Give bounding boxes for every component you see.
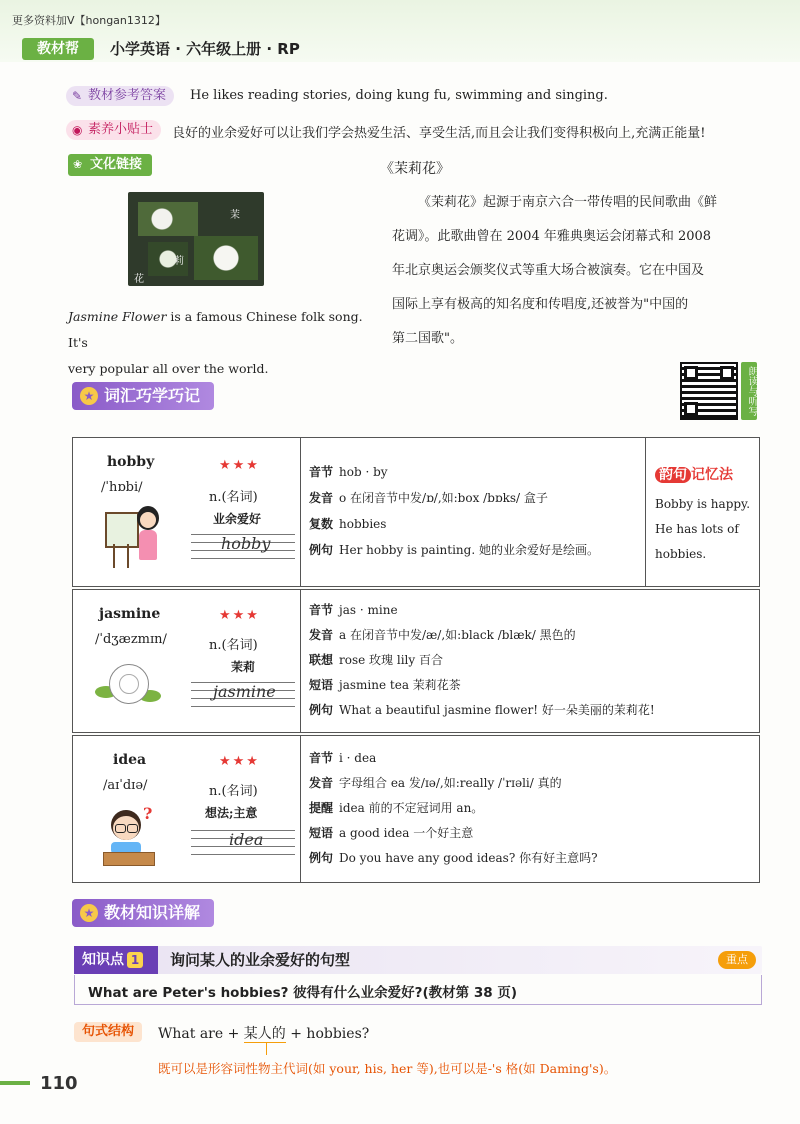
jasmine-flower-illustration xyxy=(95,660,161,714)
photo-label-1: 茉 xyxy=(230,210,240,221)
knowledge-point-tag xyxy=(74,946,158,974)
detail-key: 音节 xyxy=(309,603,334,617)
culture-cn-line: 花调》。此歌曲曾在 2004 年雅典奥运会闭幕式和 2008 xyxy=(392,229,712,244)
detail-value: What a beautiful jasmine flower! 好一朵美丽的茉莉花! xyxy=(339,703,655,717)
key-point-badge: 重点 xyxy=(718,951,756,969)
vocab-pos: n.(名词) xyxy=(209,784,258,799)
leaf-icon: ❀ xyxy=(73,158,83,171)
detail-value: a good idea 一个好主意 xyxy=(339,826,474,840)
memory-rhyme xyxy=(655,492,751,567)
vocab-card-idea xyxy=(72,735,760,883)
culture-en-line-2: very popular all over the world. xyxy=(68,361,269,376)
detail-key: 例句 xyxy=(309,851,334,865)
flower-image-2 xyxy=(194,236,258,280)
vocab-pos: n.(名词) xyxy=(209,490,258,505)
detail-key: 例句 xyxy=(309,703,334,717)
detail-value: a 在闭音节中发/æ/,如:black /blæk/ 黑色的 xyxy=(339,628,576,642)
memory-line: He has lots of xyxy=(655,522,739,536)
vocab-section-title-text: 词汇巧学巧记 xyxy=(104,386,201,405)
culture-label-text: 文化链接 xyxy=(90,157,143,172)
vocab-word: hobby xyxy=(107,454,155,470)
bulb-icon: ◉ xyxy=(72,123,83,137)
brand-badge: 教材帮 xyxy=(22,38,94,60)
detail-value: hobbies xyxy=(339,517,387,531)
detail-value: idea 前的不定冠词用 an。 xyxy=(339,801,484,815)
detail-value: i · dea xyxy=(339,751,377,765)
watermark: 更多资料加V【hongan1312】 xyxy=(12,14,166,27)
difficulty-stars: ★★★ xyxy=(219,458,260,473)
vocab-handwriting: idea xyxy=(229,830,264,849)
structure-note: 既可以是形容词性物主代词(如 your, his, her 等),也可以是-'s 格(如 Daming's)。 xyxy=(158,1061,617,1076)
structure-part3: + hobbies? xyxy=(290,1026,370,1042)
culture-cn-line: 第二国歌"。 xyxy=(392,331,463,346)
detail-value: hob · by xyxy=(339,465,388,479)
vocab-section-title xyxy=(72,382,214,410)
vocab-meaning: 业余爱好 xyxy=(213,512,262,526)
star-icon: ★ xyxy=(80,387,98,405)
memory-line: Bobby is happy. xyxy=(655,497,751,511)
culture-cn-line: 《茉莉花》起源于南京六合一带传唱的民间歌曲《鲜 xyxy=(418,195,718,210)
structure-label: 句式结构 xyxy=(74,1022,142,1042)
song-title: Jasmine Flower xyxy=(68,309,167,324)
flower-image-1 xyxy=(138,202,198,236)
vocab-meaning: 想法;主意 xyxy=(205,806,258,820)
detail-key: 联想 xyxy=(309,653,334,667)
answer-text: He likes reading stories, doing kung fu, swimming and singing. xyxy=(190,88,608,103)
detail-value: jasmine tea 茉莉花茶 xyxy=(339,678,461,692)
vocab-details xyxy=(301,464,641,574)
detail-key: 发音 xyxy=(309,491,334,505)
answer-label-text: 教材参考答案 xyxy=(88,88,167,103)
tip-label xyxy=(66,120,161,140)
tip-label-text: 素养小贴士 xyxy=(88,122,154,137)
vocab-meaning: 茉莉 xyxy=(231,660,256,674)
detail-key: 复数 xyxy=(309,517,334,531)
culture-cn-text xyxy=(392,186,752,356)
pen-icon: ✎ xyxy=(72,89,83,103)
vocab-handwriting: jasmine xyxy=(213,682,276,701)
knowledge-section-title-text: 教材知识详解 xyxy=(104,903,201,922)
detail-key: 提醒 xyxy=(309,801,334,815)
detail-value: 字母组合 ea 发/ɪə/,如:really /ˈrɪəli/ 真的 xyxy=(339,776,562,790)
vocab-card-hobby xyxy=(72,437,760,587)
qr-code-icon[interactable] xyxy=(680,362,738,420)
star-icon: ★ xyxy=(80,904,98,922)
culture-en-text xyxy=(68,304,368,382)
detail-key: 音节 xyxy=(309,465,334,479)
photo-label-3: 花 xyxy=(134,274,144,285)
structure-arrow xyxy=(266,1043,267,1055)
structure-formula xyxy=(158,1023,369,1043)
jasmine-photo xyxy=(128,192,264,286)
book-title: 小学英语 · 六年级上册 · RP xyxy=(110,40,300,58)
culture-cn-line: 年北京奥运会颁奖仪式等重大场合被演奏。它在中国及 xyxy=(392,263,705,278)
culture-cn-line: 国际上享有极高的知名度和传唱度,还被誉为"中国的 xyxy=(392,297,689,312)
photo-label-2: 莉 xyxy=(174,256,184,267)
knowledge-point-label: 知识点 xyxy=(82,952,124,968)
structure-part2: 某人的 xyxy=(243,1026,286,1042)
vocab-phonetic: /ˈdʒæzmɪn/ xyxy=(95,632,167,647)
knowledge-question: What are Peter's hobbies? 彼得有什么业余爱好?(教材第 38 页) xyxy=(88,985,517,1001)
vocab-phonetic: /aɪˈdɪə/ xyxy=(103,778,148,793)
vocab-word: jasmine xyxy=(99,606,161,622)
page-number: 110 xyxy=(40,1073,78,1094)
detail-value: o 在闭音节中发/ɒ/,如:box /bɒks/ 盒子 xyxy=(339,491,548,505)
detail-key: 例句 xyxy=(309,543,334,557)
memory-label-a: 韵句 xyxy=(655,467,691,483)
knowledge-section-title xyxy=(72,899,214,927)
culture-label xyxy=(68,154,152,176)
difficulty-stars: ★★★ xyxy=(219,608,260,623)
memory-line: hobbies. xyxy=(655,547,707,561)
detail-value: Do you have any good ideas? 你有好主意吗? xyxy=(339,851,598,865)
detail-key: 发音 xyxy=(309,776,334,790)
structure-part1: What are + xyxy=(158,1026,240,1042)
vocab-word: idea xyxy=(113,752,147,768)
boy-thinking-illustration: ? xyxy=(103,804,163,866)
detail-value: rose 玫瑰 lily 百合 xyxy=(339,653,443,667)
girl-painting-illustration xyxy=(103,504,159,570)
detail-key: 音节 xyxy=(309,751,334,765)
tip-text: 良好的业余爱好可以让我们学会热爱生活、享受生活,而且会让我们变得积极向上,充满正能量! xyxy=(172,126,706,141)
detail-key: 短语 xyxy=(309,678,334,692)
answer-label xyxy=(66,86,174,106)
memory-label xyxy=(655,464,733,484)
detail-value: Her hobby is painting. 她的业余爱好是绘画。 xyxy=(339,543,599,557)
footer-bar xyxy=(0,1081,30,1085)
detail-value: jas · mine xyxy=(339,603,398,617)
vocab-pos: n.(名词) xyxy=(209,638,258,653)
vocab-details xyxy=(301,602,751,726)
memory-label-b: 记忆法 xyxy=(691,467,733,483)
knowledge-point-title: 询问某人的业余爱好的句型 xyxy=(170,951,351,969)
detail-key: 发音 xyxy=(309,628,334,642)
qr-label: 朗读与听写 xyxy=(741,362,757,420)
culture-en-line-1: is a famous Chinese folk song. It's xyxy=(68,309,363,350)
vocab-details xyxy=(301,750,751,874)
vocab-phonetic: /ˈhɒbi/ xyxy=(101,480,143,495)
vocab-card-jasmine xyxy=(72,589,760,733)
vocab-handwriting: hobby xyxy=(221,534,271,553)
detail-key: 短语 xyxy=(309,826,334,840)
culture-cn-title: 《茉莉花》 xyxy=(380,161,450,177)
knowledge-point-number: 1 xyxy=(127,952,143,968)
difficulty-stars: ★★★ xyxy=(219,754,260,769)
